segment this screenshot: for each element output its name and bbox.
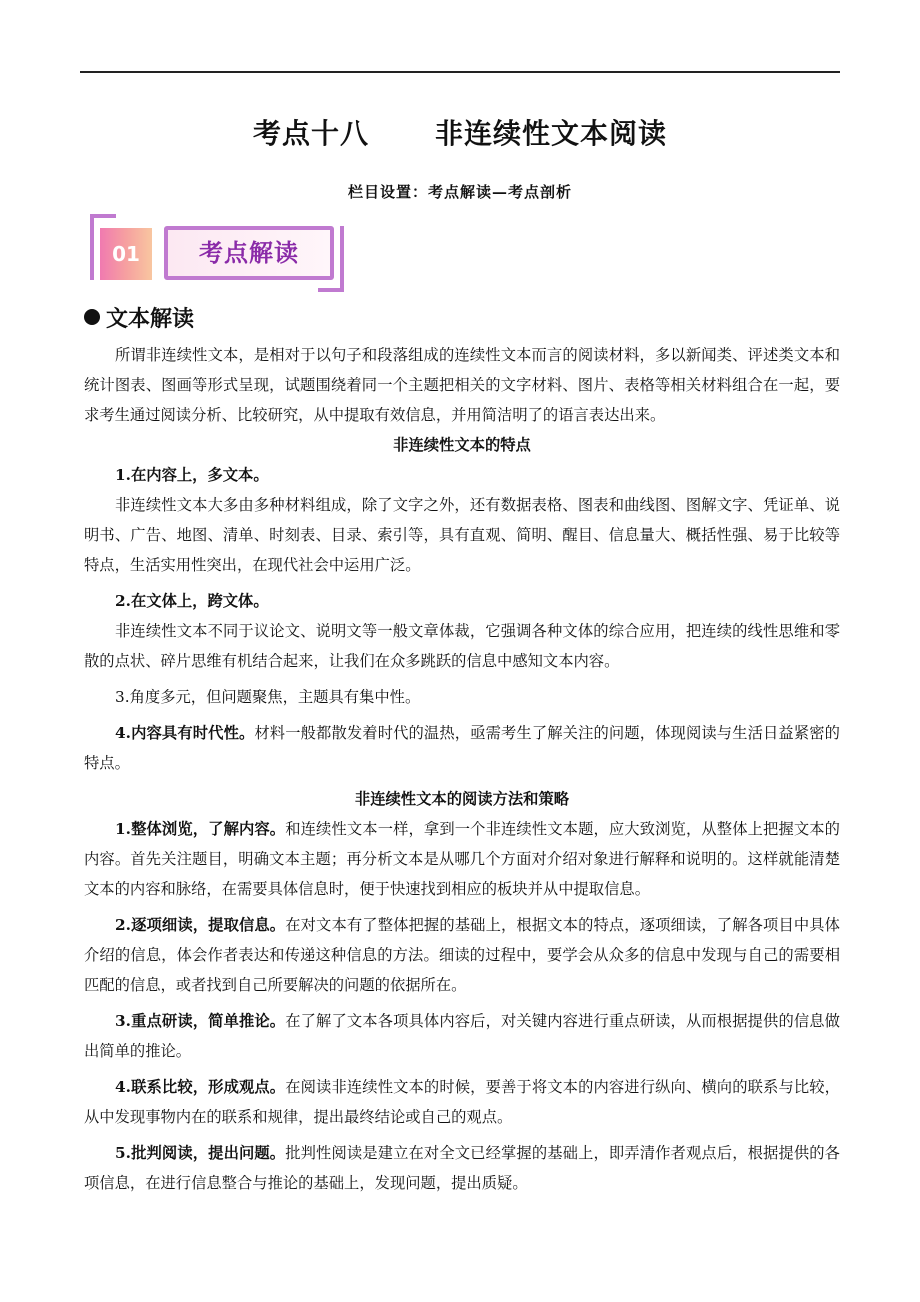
feature-item-3: 3.角度多元，但问题聚焦，主题具有集中性。 [115, 688, 421, 706]
method-item-1-title: 1.整体浏览，了解内容。 [115, 820, 286, 838]
method-item-1-body: 和连续性文本一样，拿到一个非连续性文本题，应大致浏览，从整体上把握文本的内容。首先关注题目，明确文本主题；再分析文本是从哪几个方面对介绍对象进行解释和说明的。这样就能清楚文本的内容和脉络，在需要具体信息时，便于快速找到相应的板块并从中提取信息。 [84, 820, 840, 898]
feature-item-4 [84, 718, 840, 778]
bullet-dot-icon [84, 309, 100, 325]
column-setting-subtitle: 栏目设置：考点解读—考点剖析 [347, 183, 572, 201]
feature-item-2-title-text: 2.在文体上，跨文体。 [115, 592, 269, 610]
feature-item-1-title [84, 460, 840, 490]
badge-number: 01 [100, 228, 152, 280]
method-item-3 [84, 1006, 840, 1066]
page-title [0, 112, 920, 152]
features-heading: 非连续性文本的特点 [393, 436, 531, 454]
method-item-4-body: 在阅读非连续性文本的时候，要善于将文本的内容进行纵向、横向的联系与比较，从中发现事物内在的联系和规律，提出最终结论或自己的观点。 [84, 1078, 840, 1126]
feature-item-4-body: 材料一般都散发着时代的温热，亟需考生了解关注的问题，体现阅读与生活日益紧密的特点。 [84, 724, 840, 772]
method-item-2-body: 在对文本有了整体把握的基础上，根据文本的特点，逐项细读，了解各项目中具体介绍的信息，体会作者表达和传递这种信息的方法。细读的过程中，要学会从众多的信息中发现与自己的需要相匹配的信息，或者找到自己所要解决的问题的依据所在。 [84, 916, 840, 994]
badge-label: 考点解读 [164, 226, 334, 280]
feature-item-1-body: 非连续性文本大多由多种材料组成，除了文字之外，还有数据表格、图表和曲线图、图解文字、凭证单、说明书、广告、地图、清单、时刻表、目录、索引等，具有直观、简明、醒目、信息量大、概括性强、易于比较等特点，生活实用性突出，在现代社会中运用广泛。 [84, 496, 840, 574]
method-item-5 [84, 1138, 840, 1198]
method-item-2-title: 2.逐项细读，提取信息。 [115, 916, 286, 934]
method-item-3-body: 在了解了文本各项具体内容后，对关键内容进行重点研读，从而根据提供的信息做出简单的推论。 [84, 1012, 840, 1060]
method-item-2 [84, 910, 840, 1000]
method-item-1 [84, 814, 840, 904]
intro-paragraph: 所谓非连续性文本，是相对于以句子和段落组成的连续性文本而言的阅读材料，多以新闻类、评述类文本和统计图表、图画等形式呈现，试题围绕着同一个主题把相关的文字材料、图片、表格等相关材料组合在一起，要求考生通过阅读分析、比较研究，从中提取有效信息，并用简洁明了的语言表达出来。 [84, 346, 840, 424]
feature-item-1-title-text: 1.在内容上，多文本。 [115, 466, 269, 484]
section-heading [84, 302, 194, 333]
method-item-3-title: 3.重点研读，简单推论。 [115, 1012, 286, 1030]
top-rule [80, 71, 840, 73]
section-badge [90, 214, 350, 290]
method-item-5-body: 批判性阅读是建立在对全文已经掌握的基础上，即弄清作者观点后，根据提供的各项信息，在进行信息整合与推论的基础上，发现问题，提出质疑。 [84, 1144, 840, 1192]
methods-heading: 非连续性文本的阅读方法和策略 [354, 790, 570, 808]
title-topic-number: 考点十八 [252, 117, 369, 150]
method-item-4-title: 4.联系比较，形成观点。 [115, 1078, 286, 1096]
feature-item-4-title: 4.内容具有时代性。 [115, 724, 255, 742]
method-item-4 [84, 1072, 840, 1132]
feature-item-2-title [84, 586, 840, 616]
method-item-5-title: 5.批判阅读，提出问题。 [115, 1144, 286, 1162]
section-heading-text: 文本解读 [106, 307, 195, 332]
document-body [84, 340, 840, 1198]
feature-item-2-body: 非连续性文本不同于议论文、说明文等一般文章体裁，它强调各种文体的综合应用，把连续的线性思维和零散的点状、碎片思维有机结合起来，让我们在众多跳跃的信息中感知文本内容。 [84, 622, 840, 670]
title-topic-name: 非连续性文本阅读 [435, 117, 668, 150]
